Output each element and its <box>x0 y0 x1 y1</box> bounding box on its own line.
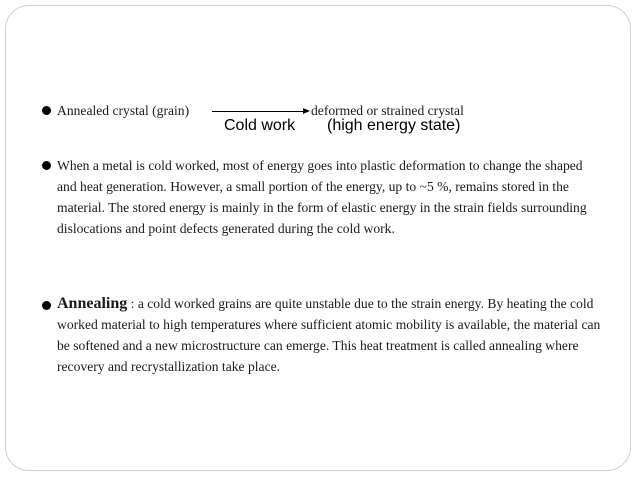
arrow-right-icon <box>303 108 310 114</box>
annealed-crystal-text: Annealed crystal (grain) <box>57 103 190 118</box>
bullet-dot <box>42 106 51 115</box>
annealing-term: Annealing <box>57 295 128 312</box>
cold-work-label: Cold work <box>224 117 296 134</box>
cold-work-paragraph: When a metal is cold worked, most of energy goes into plastic deformation to change the shaped and heat generation. However, a small portion of the energy, up to ~5 %, remains stored in the material. The stored energy is mainly in the form of elastic energy in the strain fields surrounding dislocations and point defects generated during the cold work. <box>57 158 587 236</box>
high-energy-label: (high energy state) <box>327 117 461 134</box>
annealing-paragraph <box>57 293 607 377</box>
deformed-crystal-text: deformed or strained crystal <box>311 103 464 118</box>
bullet-dot <box>42 161 51 170</box>
arrow-line <box>212 111 304 112</box>
annealing-description: : a cold worked grains are quite unstable due to the strain energy. By heating the cold worked material to high temperatures where sufficient atomic mobility is available, the material can be softened and a new microstructure can emerge. This heat treatment is called annealing where recovery and recrystallization take place. <box>57 296 601 374</box>
bullet-dot <box>42 301 51 310</box>
